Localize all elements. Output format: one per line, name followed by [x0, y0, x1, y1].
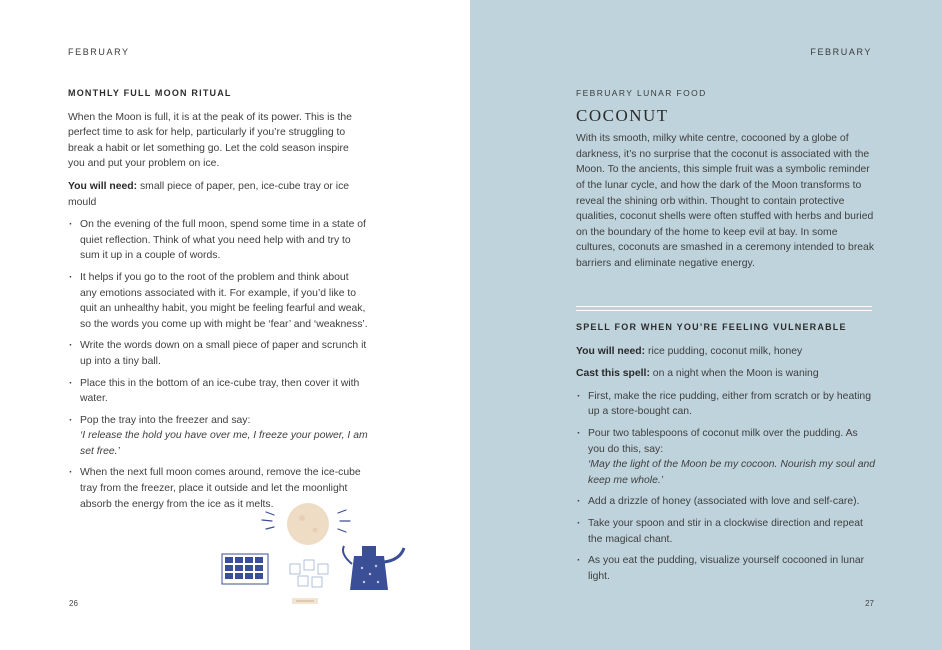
list-item: · Add a drizzle of honey (associated with love and self-care). [576, 494, 876, 510]
section-divider [576, 306, 872, 311]
spell-steps [576, 389, 876, 585]
running-head-left: FEBRUARY [68, 47, 130, 57]
ritual-intro: When the Moon is full, it is at the peak of its power. This is the perfect time to ask for help, particularly if you’re struggling to break a habit or let something go. Let the cold season inspire you and put your problem on ice. [68, 111, 352, 170]
list-item: · Write the words down on a small piece of paper and scrunch it up into a tiny ball. [68, 338, 368, 369]
needs-label: You will need: [576, 345, 646, 357]
lunar-food-eyebrow: FEBRUARY LUNAR FOOD [576, 88, 707, 98]
ice-cubes-icon [290, 560, 328, 587]
food-description: With its smooth, milky white centre, cocooned by a globe of darkness, it’s no surprise that the coconut is associated with the Moon. To the ancients, this simple fruit was a symbolic reminder of the lunar cycle, and how the dark of the Moon transforms to reveal the shining orb within. Thought to contain protective qualities, coconut shells were often stuffed with herbs and buried on the boundary of the home to keep evil at bay. In some cultures, coconuts are smashed in a ceremony intended to break barriers and eliminate negative energy. [576, 133, 875, 269]
cast-label: Cast this spell: [576, 368, 650, 380]
step-text: Pour two tablespoons of coconut milk over the pudding. As you do this, say: [588, 427, 858, 455]
list-item: · As you eat the pudding, visualize yourself cocooned in lunar light. [576, 553, 876, 584]
spell-section [576, 320, 876, 590]
step-text: Pop the tray into the freezer and say: [80, 414, 251, 426]
page-number-left: 26 [69, 599, 78, 608]
list-item: · It helps if you go to the root of the problem and think about any emotions associated with it. For example, if you’d like to quit an unhealthy habit, you might be feeling fearful and weak, so the words you come up with might be ‘fear’ and ‘weakness’. [68, 270, 368, 332]
left-page [0, 0, 470, 650]
ice-tray-icon [222, 554, 268, 584]
running-head-right: FEBRUARY [810, 47, 872, 57]
list-item: · Place this in the bottom of an ice-cube tray, then cover it with water. [68, 376, 368, 407]
cast-text: on a night when the Moon is waning [649, 368, 819, 380]
list-item: · First, make the rice pudding, either from scratch or by heating up a store-bought can. [576, 389, 876, 420]
spell-title: SPELL FOR WHEN YOU’RE FEELING VULNERABLE [576, 322, 847, 332]
lunar-food-section [576, 86, 876, 279]
spell-chant: ‘May the light of the Moon be my cocoon. Nourish my soul and keep me whole.’ [588, 459, 876, 486]
list-item: · On the evening of the full moon, spend some time in a state of quiet reflection. Think of what you need help with and try to sum it up in a couple of words. [68, 217, 368, 264]
moon-ice-illustration [214, 500, 414, 610]
list-item: · When the next full moon comes around, remove the ice-cube tray from the freezer, place it outside and let the moonlight absorb the energy from the ice as it melts. [68, 465, 368, 512]
spell-cast [576, 366, 876, 382]
page-number-right: 27 [865, 599, 874, 608]
moon-icon [287, 503, 329, 545]
food-title: COCONUT [576, 105, 669, 125]
kettle-icon [343, 546, 404, 590]
list-item [68, 413, 368, 460]
list-item [576, 426, 876, 488]
list-item: · Take your spoon and stir in a clockwise direction and repeat the magical chant. [576, 516, 876, 547]
ritual-steps [68, 217, 368, 512]
needs-text: rice pudding, coconut milk, honey [645, 345, 803, 357]
left-column [68, 86, 368, 518]
needs-label: You will need: [68, 180, 138, 192]
ritual-needs [68, 179, 368, 210]
ritual-chant: ‘I release the hold you have over me, I freeze your power, I am set free.’ [80, 430, 368, 457]
needs-text: small piece of paper, pen, ice-cube tray or ice mould [68, 180, 350, 208]
spell-needs [576, 344, 876, 360]
ritual-title: MONTHLY FULL MOON RITUAL [68, 88, 232, 98]
